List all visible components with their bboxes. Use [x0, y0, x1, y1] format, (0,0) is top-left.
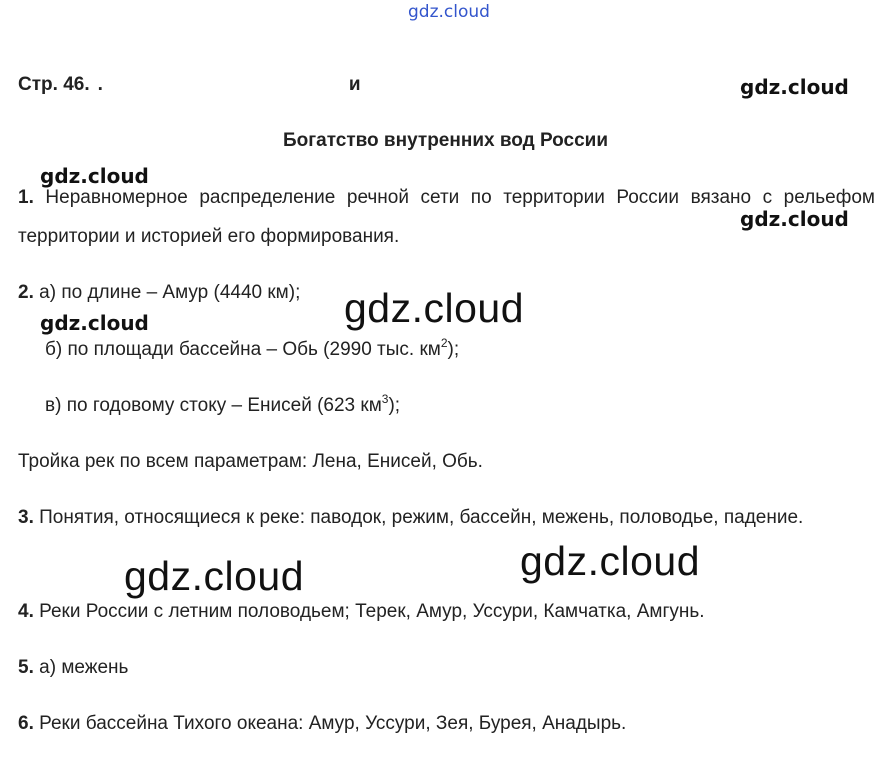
- answer-text: Реки бассейна Тихого океана: Амур, Уссури, Зея, Бурея, Анадырь.: [39, 713, 627, 734]
- answer-text: Понятия, относящиеся к реке: паводок, режим, бассейн, межень, половодье, падение.: [39, 507, 804, 528]
- superscript: 3: [381, 392, 389, 406]
- answer-text-end: );: [388, 395, 401, 416]
- answer-number: 3.: [18, 507, 34, 528]
- watermark: gdz.cloud: [40, 164, 149, 188]
- watermark-top: gdz.cloud: [408, 2, 490, 22]
- answer-number: 1.: [18, 187, 34, 208]
- answer-number: 2.: [18, 282, 34, 303]
- answer-3: [18, 498, 875, 537]
- answer-2a: [18, 273, 300, 312]
- answer-4: [18, 592, 705, 631]
- page-number: Стр. 46.: [18, 74, 90, 95]
- answer-number: 6.: [18, 713, 34, 734]
- section-title: Богатство внутренних вод России: [282, 130, 609, 151]
- answer-text: в) по годовому стоку – Енисей (623 км: [45, 395, 382, 416]
- answer-text: Неравномерное распределение речной сети по территории России вязано с рельефом территории и историей его формирования.: [18, 187, 875, 247]
- answer-2-summary: Тройка рек по всем параметрам: Лена, Енисей, Обь.: [18, 451, 483, 472]
- watermark: gdz.cloud: [40, 311, 149, 335]
- answer-text: а) межень: [39, 657, 129, 678]
- watermark: gdz.cloud: [520, 538, 701, 584]
- page-ref-glyph-2: и: [348, 74, 361, 95]
- answer-6: [18, 704, 626, 743]
- answer-number: 4.: [18, 601, 34, 622]
- answer-text: Реки России с летним половодьем; Терек, Амур, Уссури, Камчатка, Амгунь.: [39, 601, 705, 622]
- watermark: gdz.cloud: [740, 207, 849, 231]
- watermark: gdz.cloud: [740, 75, 849, 99]
- watermark: gdz.cloud: [124, 553, 305, 599]
- page-ref-glyph: .: [97, 74, 103, 95]
- watermark: gdz.cloud: [344, 285, 525, 331]
- page-reference: [18, 74, 361, 96]
- answer-text: б) по площади бассейна – Обь (2990 тыс. км: [45, 339, 441, 360]
- answer-5: [18, 648, 128, 687]
- answer-2c: [45, 386, 400, 425]
- answer-2b: [45, 330, 459, 369]
- superscript: 2: [440, 336, 448, 350]
- answer-number: 5.: [18, 657, 34, 678]
- answer-text: а) по длине – Амур (4440 км);: [39, 282, 301, 303]
- answer-text-end: );: [447, 339, 460, 360]
